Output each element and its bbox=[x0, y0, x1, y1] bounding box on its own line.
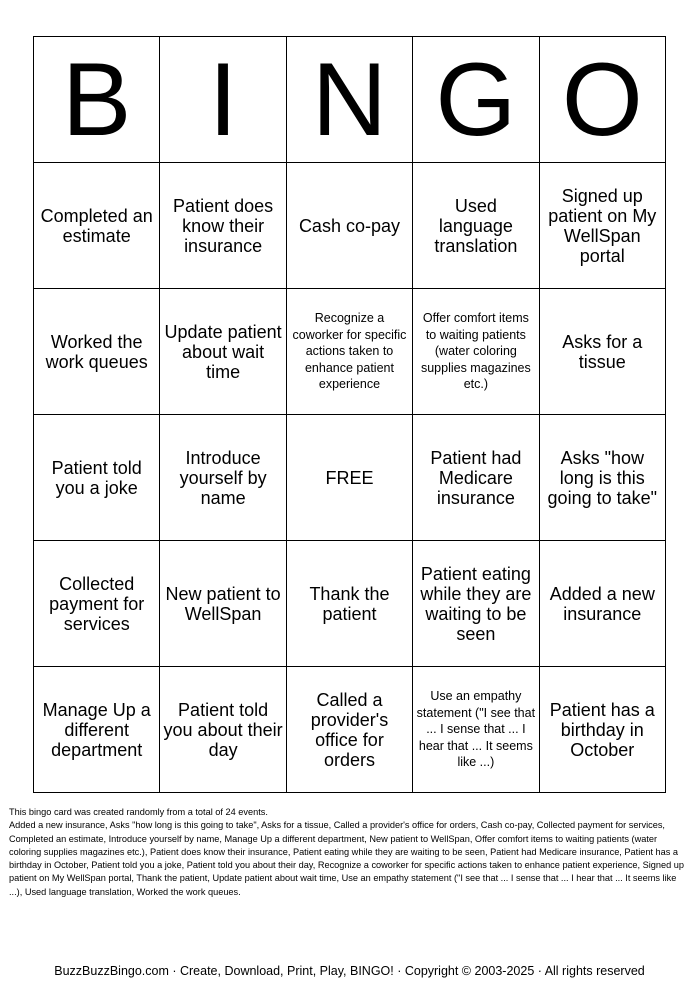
bingo-cell: Patient eating while they are waiting to be seen bbox=[413, 541, 539, 667]
bingo-cell: Patient told you a joke bbox=[34, 415, 160, 541]
bingo-row bbox=[34, 667, 666, 793]
bingo-cell: Offer comfort items to waiting patients (water coloring supplies magazines etc.) bbox=[413, 289, 539, 415]
bingo-cell: Patient does know their insurance bbox=[160, 163, 286, 289]
footnote-event-list: Added a new insurance, Asks "how long is this going to take", Asks for a tissue, Called a provider's office for orders, Cash co-pay, Collected payment for services, Completed an estimate, Introduce yourself by name, Manage Up a different department, New patient to WellSpan, Offer comfort items to waiting patients (water coloring supplies magazines etc.), Patient does know their insurance, Patient eating while they are waiting to be seen, Patient had Medicare insurance, Patient has a birthday in October, Patient told you a joke, Patient told you about their day, Recognize a coworker for specific actions taken to enhance patient experience, Signed up patient on My WellSpan portal, Thank the patient, Update patient about wait time, Use an empathy statement ("I see that ... I sense that ... I hear that ... It seems like ...), Used language translation, Worked the work queues. bbox=[9, 820, 685, 897]
bingo-cell: Used language translation bbox=[413, 163, 539, 289]
bingo-cell: Patient told you about their day bbox=[160, 667, 286, 793]
bingo-cell: Called a provider's office for orders bbox=[286, 667, 412, 793]
bingo-letter-n: N bbox=[286, 37, 412, 163]
bingo-row bbox=[34, 289, 666, 415]
bingo-cell: Recognize a coworker for specific actions taken to enhance patient experience bbox=[286, 289, 412, 415]
bingo-letter-g: G bbox=[413, 37, 539, 163]
card-footnote bbox=[9, 806, 691, 899]
bingo-cell: Update patient about wait time bbox=[160, 289, 286, 415]
bingo-cell: Added a new insurance bbox=[539, 541, 665, 667]
page-footer: BuzzBuzzBingo.com · Create, Download, Print, Play, BINGO! · Copyright © 2003-2025 · All rights reserved bbox=[54, 964, 645, 978]
bingo-letter-b: B bbox=[34, 37, 160, 163]
footnote-intro: This bingo card was created randomly from a total of 24 events. bbox=[9, 807, 268, 817]
bingo-row bbox=[34, 415, 666, 541]
bingo-cell: Cash co-pay bbox=[286, 163, 412, 289]
bingo-cell: Thank the patient bbox=[286, 541, 412, 667]
bingo-free-space: FREE bbox=[286, 415, 412, 541]
bingo-letter-i: I bbox=[160, 37, 286, 163]
bingo-cell: Completed an estimate bbox=[34, 163, 160, 289]
bingo-cell: Asks for a tissue bbox=[539, 289, 665, 415]
bingo-row bbox=[34, 541, 666, 667]
bingo-cell: Patient has a birthday in October bbox=[539, 667, 665, 793]
bingo-cell: Introduce yourself by name bbox=[160, 415, 286, 541]
bingo-cell: Asks "how long is this going to take" bbox=[539, 415, 665, 541]
bingo-cell: New patient to WellSpan bbox=[160, 541, 286, 667]
bingo-card bbox=[33, 36, 666, 793]
bingo-cell: Manage Up a different department bbox=[34, 667, 160, 793]
bingo-row bbox=[34, 163, 666, 289]
bingo-cell: Collected payment for services bbox=[34, 541, 160, 667]
bingo-cell: Patient had Medicare insurance bbox=[413, 415, 539, 541]
bingo-cell: Worked the work queues bbox=[34, 289, 160, 415]
bingo-header-row bbox=[34, 37, 666, 163]
bingo-letter-o: O bbox=[539, 37, 665, 163]
bingo-cell: Signed up patient on My WellSpan portal bbox=[539, 163, 665, 289]
bingo-grid bbox=[34, 37, 666, 793]
bingo-cell: Use an empathy statement ("I see that ... I sense that ... I hear that ... It seems like ...) bbox=[413, 667, 539, 793]
